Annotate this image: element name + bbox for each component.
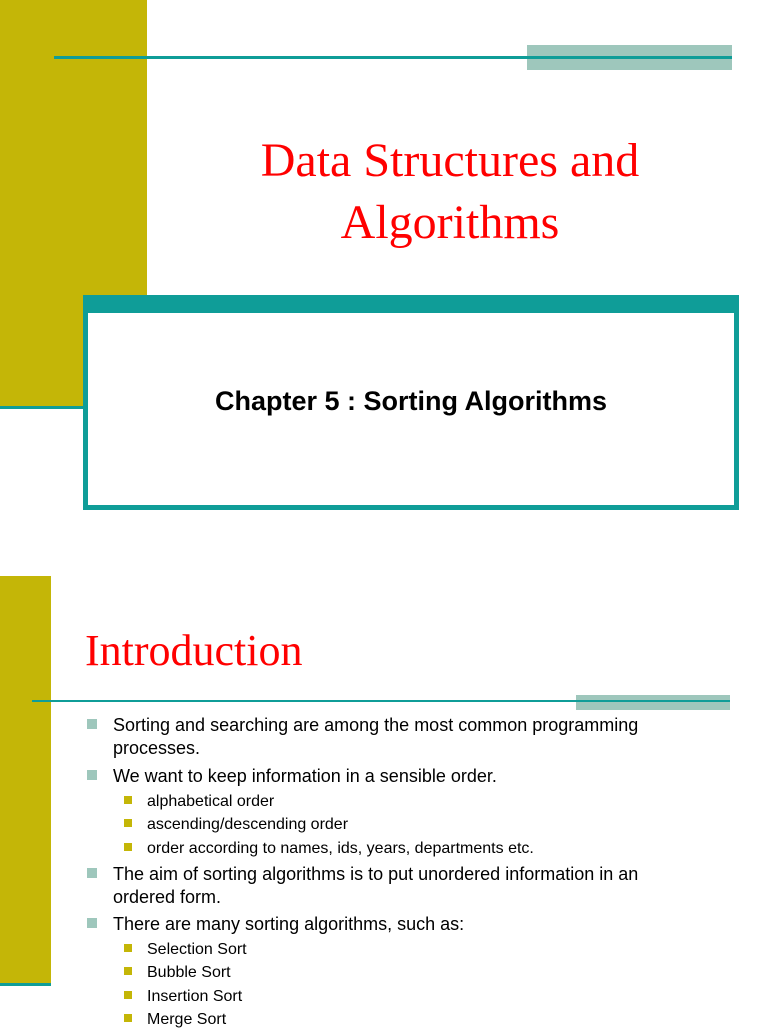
slide2-accent-bar — [576, 695, 730, 710]
sub-bullet-item: ascending/descending order — [122, 815, 722, 835]
slide1-title — [150, 130, 750, 254]
slide1-top-accent-rule — [527, 56, 732, 59]
slide1-olive-divider — [0, 406, 84, 409]
slide1-title-line2: Algorithms — [340, 196, 560, 249]
sub-bullet-item: alphabetical order — [122, 792, 722, 812]
slide2-accent-rule — [576, 700, 730, 702]
bullet-item: We want to keep information in a sensible order. — [85, 765, 705, 788]
slide1-subtitle: Chapter 5 : Sorting Algorithms — [214, 386, 607, 416]
sub-bullet-item: Bubble Sort — [122, 963, 722, 983]
slide2-olive-panel — [0, 576, 51, 984]
sub-bullet-item: order according to names, ids, years, departments etc. — [122, 839, 722, 859]
sub-bullet-item: Insertion Sort — [122, 987, 722, 1007]
slide1-title-line1: Data Structures and — [260, 134, 640, 187]
bullet-item: The aim of sorting algorithms is to put unordered information in an ordered form. — [85, 863, 705, 909]
slide2-olive-divider — [0, 983, 51, 986]
bullet-item: There are many sorting algorithms, such as: — [85, 913, 705, 936]
slide2-title: Introduction — [85, 626, 303, 675]
sub-bullet-item: Merge Sort — [122, 1010, 722, 1030]
sub-bullet-item: Selection Sort — [122, 940, 722, 960]
bullet-item: Sorting and searching are among the most common programming processes. — [85, 714, 705, 760]
